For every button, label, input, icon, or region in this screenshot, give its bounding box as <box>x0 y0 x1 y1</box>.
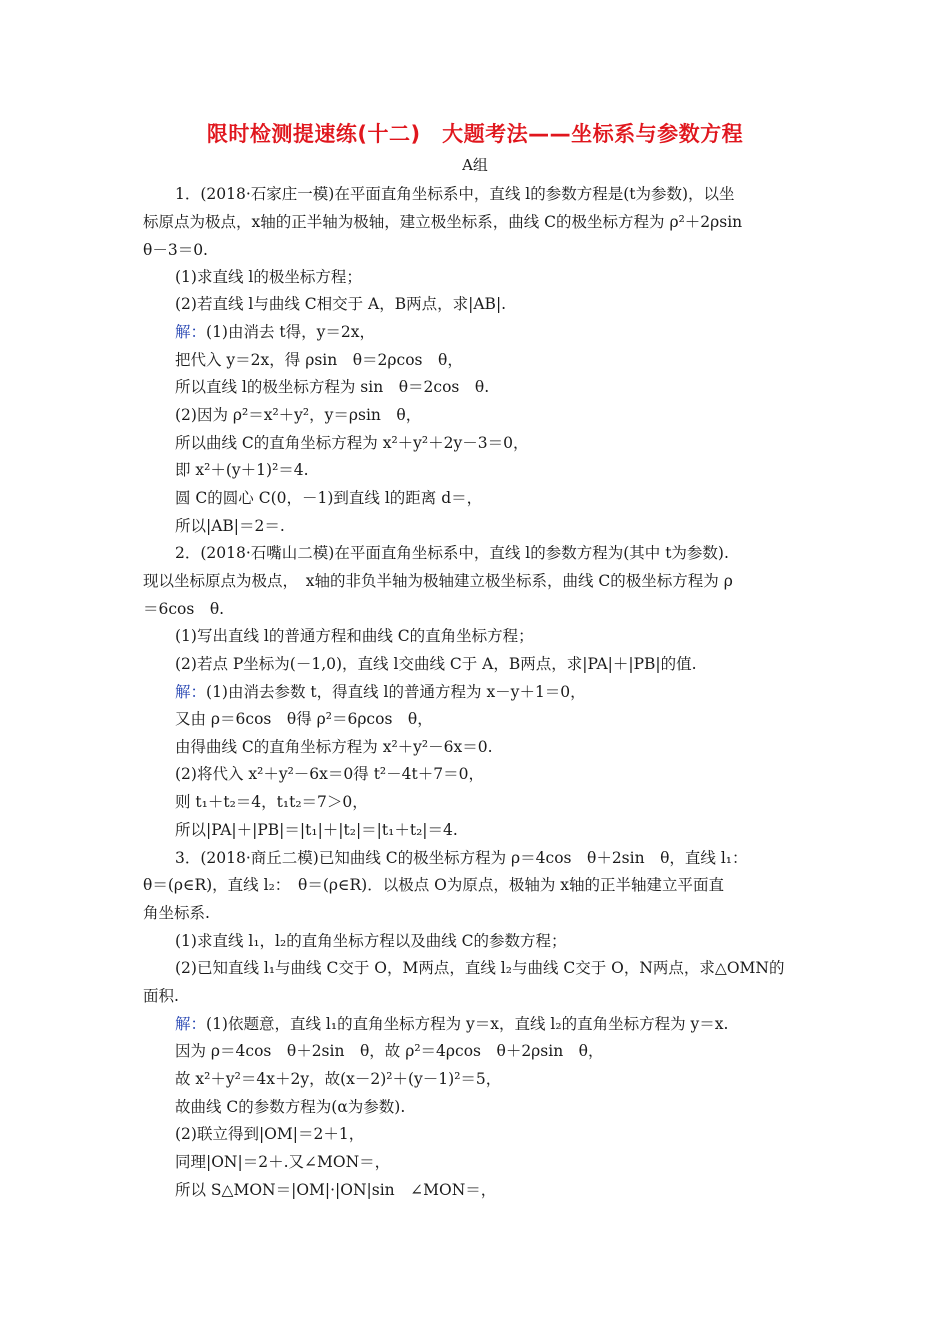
text-line: 所以 S△MON＝|OM|·|ON|sin ∠MON＝， <box>175 1181 497 1199</box>
text-line: 即 x²＋(y＋1)²＝4. <box>175 461 309 479</box>
text-line: 2．(2018·石嘴山二模)在平面直角坐标系中，直线 l的参数方程为(其中 t为参数). <box>175 544 729 562</box>
text-line: (2)将代入 x²＋y²－6x＝0得 t²－4t＋7＝0， <box>175 765 484 783</box>
text-line: 标原点为极点，x轴的正半轴为极轴，建立极坐标系，曲线 C的极坐标方程为 ρ²＋2ρsin <box>143 213 743 231</box>
text-line: 所以曲线 C的直角坐标方程为 x²＋y²＋2y－3＝0， <box>175 434 529 452</box>
text-line: 由得曲线 C的直角坐标方程为 x²＋y²－6x＝0. <box>175 738 493 756</box>
text-line: (2)若点 P坐标为(－1,0)，直线 l交曲线 C于 A，B两点，求|PA|＋|PB|的值. <box>175 655 697 673</box>
text-line: (2)因为 ρ²＝x²＋y²，y＝ρsin θ， <box>175 406 422 424</box>
text-line: 把代入 y＝2x，得 ρsin θ＝2ρcos θ， <box>175 351 463 369</box>
text-line: θ＝(ρ∈R)，直线 l₂： θ＝(ρ∈R)．以极点 O为原点，极轴为 x轴的正半轴建立平面直 <box>143 876 725 894</box>
text-line: 面积. <box>143 987 179 1005</box>
text-line: 故曲线 C的参数方程为(α为参数). <box>175 1098 406 1116</box>
text-line: 又由 ρ＝6cos θ得 ρ²＝6ρcos θ， <box>175 710 433 728</box>
text-line: (1)求直线 l₁，l₂的直角坐标方程以及曲线 C的参数方程； <box>175 932 567 950</box>
text-line: ＝6cos θ. <box>143 600 225 618</box>
text-line: 所以|PA|＋|PB|＝|t₁|＋|t₂|＝|t₁＋t₂|＝4. <box>175 821 458 839</box>
text-line: (1)写出直线 l的普通方程和曲线 C的直角坐标方程； <box>175 627 534 645</box>
solution-label: 解： <box>175 323 207 341</box>
text-line: 角坐标系. <box>143 904 210 922</box>
text-line: 3．(2018·商丘二模)已知曲线 C的极坐标方程为 ρ＝4cos θ＋2sin θ，直线 l₁： <box>175 849 748 867</box>
text-line: θ－3＝0. <box>143 241 208 259</box>
solution-label: 解： <box>175 683 207 701</box>
text-line: 所以|AB|＝2＝. <box>175 517 285 535</box>
text-line: (2)已知直线 l₁与曲线 C交于 O，M两点，直线 l₂与曲线 C交于 O，N两点，求△OMN的 <box>175 959 785 977</box>
text-line: 因为 ρ＝4cos θ＋2sin θ，故 ρ²＝4ρcos θ＋2ρsin θ， <box>175 1042 604 1060</box>
text-line: 解：(1)依题意，直线 l₁的直角坐标方程为 y＝x，直线 l₂的直角坐标方程为 y＝x. <box>175 1015 729 1033</box>
text-line: 所以直线 l的极坐标方程为 sin θ＝2cos θ. <box>175 378 490 396</box>
text-line: 解：(1)由消去 t得，y＝2x， <box>175 323 375 341</box>
page-title: 限时检测提速练(十二) 大题考法——坐标系与参数方程 <box>206 122 744 146</box>
text-line: (2)若直线 l与曲线 C相交于 A，B两点，求|AB|. <box>175 295 507 313</box>
text-line: 解：(1)由消去参数 t，得直线 l的普通方程为 x－y＋1＝0， <box>175 683 586 701</box>
text-line: 同理|ON|＝2＋.又∠MON＝， <box>175 1153 391 1171</box>
text-line: 故 x²＋y²＝4x＋2y，故(x－2)²＋(y－1)²＝5， <box>175 1070 502 1088</box>
solution-label: 解： <box>175 1015 207 1033</box>
text-line: (2)联立得到|OM|＝2＋1， <box>175 1125 365 1143</box>
text-line: 圆 C的圆心 C(0，－1)到直线 l的距离 d＝， <box>175 489 483 507</box>
text-line: 则 t₁＋t₂＝4，t₁t₂＝7＞0， <box>175 793 368 811</box>
text-line: 现以坐标原点为极点， x轴的非负半轴为极轴建立极坐标系，曲线 C的极坐标方程为 ρ <box>143 572 733 590</box>
text-line: (1)求直线 l的极坐标方程； <box>175 268 362 286</box>
group-heading: A组 <box>462 156 488 174</box>
text-line: 1．(2018·石家庄一模)在平面直角坐标系中，直线 l的参数方程是(t为参数)，以坐 <box>175 185 735 203</box>
